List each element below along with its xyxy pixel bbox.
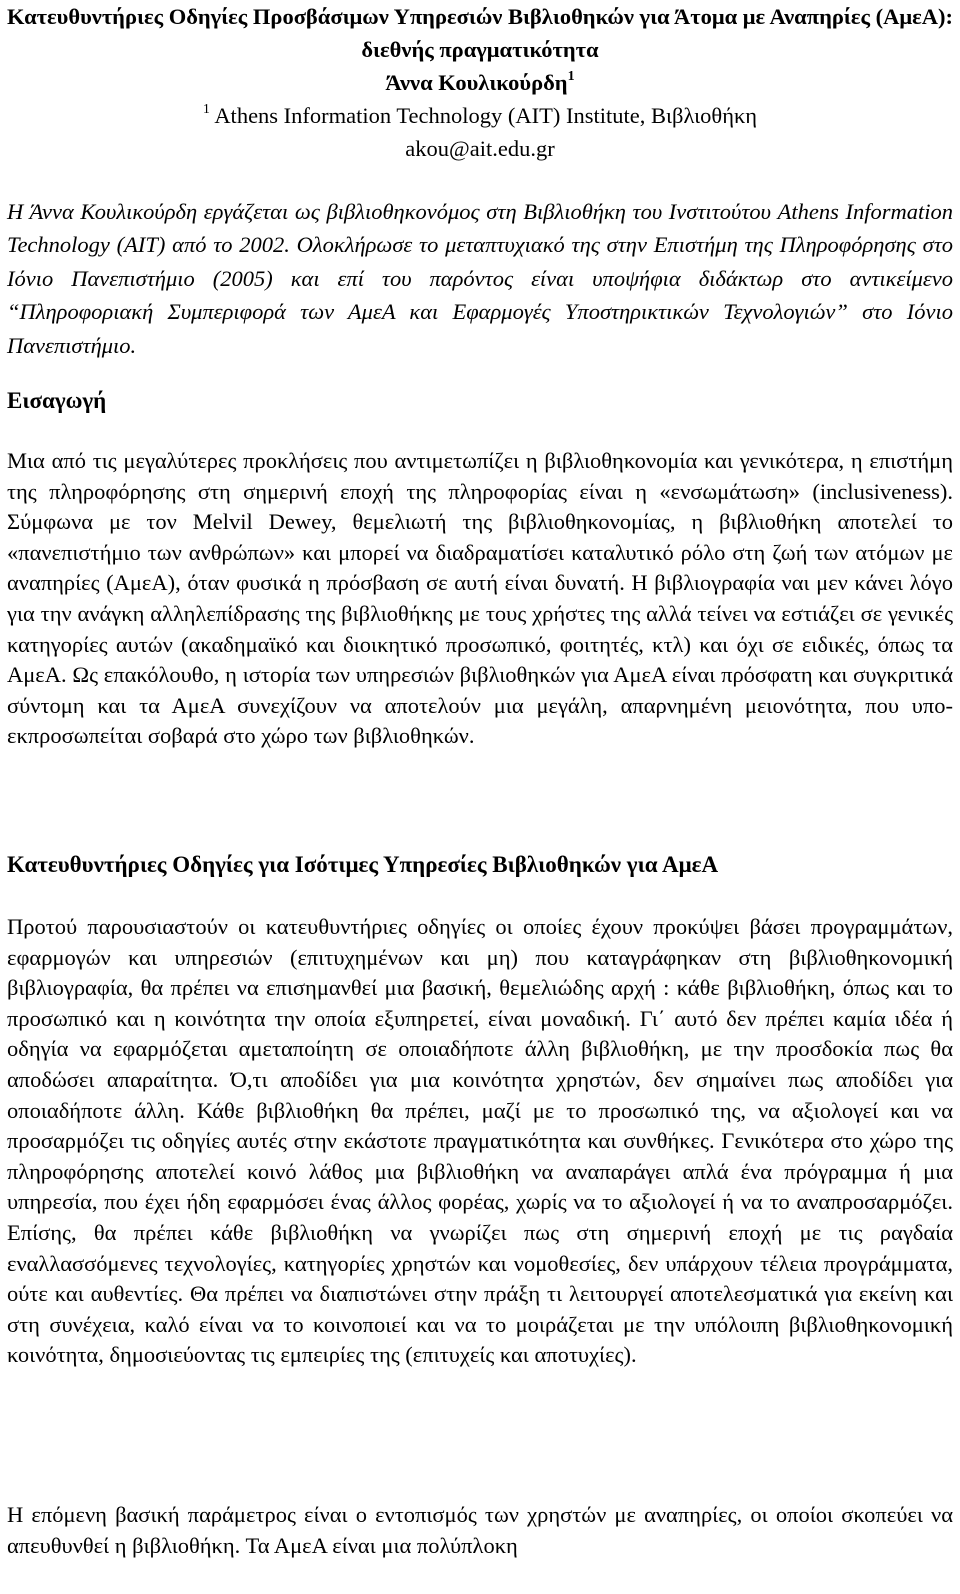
introduction-paragraph: Μια από τις μεγαλύτερες προκλήσεις που αντιμετωπίζει η βιβλιοθηκονομία και γενικότερα, η επιστήμη της πληροφόρησης στη σημερινή εποχή της πληροφορίας είναι η «ενσωμάτωση» (inclusiveness). Σύμφωνα με τον Melvil Dewey, θεμελιωτή της βιβλιοθηκονομίας, η βιβλιοθήκη αποτελεί το «πανεπιστήμιο των ανθρώπων» και μπορεί να διαδραματίσει καταλυτικό ρόλο στη ζωή των ατόμων με αναπηρίες (ΑμεΑ), όταν φυσικά η πρόσβαση σε αυτή είναι δυνατή. Η βιβλιογραφία ναι μεν κάνει λόγο για την ανάγκη αλληλεπίδρασης της βιβλιοθήκης με τους χρήστες της αλλά τείνει να εστιάζει σε γενικές κατηγορίες αυτών (ακαδημαϊκό και διοικητικό προσωπικό, φοιτητές, κτλ) και όχι σε ειδικές, όπως τα ΑμεΑ. Ως επακόλουθο, η ιστορία των υπηρεσιών βιβλιοθηκών για ΑμεΑ είναι πρόσφατη και συγκριτικά σύντομη και τα ΑμεΑ συνεχίζουν να αποτελούν μια μεγάλη, απαρνημένη μειονότητα, που υπο-εκπροσωπείται σοβαρά στο χώρο των βιβλιοθηκών. — [7, 448, 953, 749]
affiliation-text: Athens Information Technology (AIT) Institute, Βιβλιοθήκη — [214, 103, 758, 128]
affiliation-superscript: 1 — [202, 101, 210, 117]
section-heading-guidelines: Κατευθυντήριες Οδηγίες για Ισότιμες Υπηρεσίες Βιβλιοθηκών για ΑμεΑ — [7, 852, 719, 877]
author-name: Άννα Κουλικούρδη — [385, 70, 568, 95]
guidelines-paragraph: Προτού παρουσιαστούν οι κατευθυντήριες οδηγίες οι οποίες έχουν προκύψει βάσει προγραμμάτων, εφαρμογών και υπηρεσιών (επιτυχημένων και μη) που καταγράφηκαν στη βιβλιοθηκονομική βιβλιογραφία, θα πρέπει να επισημανθεί μια βασική, θεμελιώδης αρχή : κάθε βιβλιοθήκη, όπως και το προσωπικό και η κοινότητα την οποία εξυπηρετεί, είναι μοναδική. Γι΄ αυτό δεν πρέπει καμία ιδέα ή οδηγία να εφαρμόζεται αμεταποίητη σε οποιαδήποτε άλλη βιβλιοθήκη, με την προσδοκία πως θα αποδώσει απαραίτητα. Ό,τι αποδίδει για μια κοινότητα χρηστών, δεν σημαίνει πως αποδίδει για οποιαδήποτε άλλη. Κάθε βιβλιοθήκη θα πρέπει, μαζί με το προσωπικό της, να αξιολογεί και να προσαρμόζει τις οδηγίες αυτές στην εκάστοτε πραγματικότητα και συνθήκες. Γενικότερα στο χώρο της πληροφόρησης αποτελεί κοινό λάθος μια βιβλιοθήκη να αναπαράγει απλά ένα πρόγραμμα ή μια υπηρεσία, που έχει ήδη εφαρμόσει ένας άλλος φορέας, χωρίς να το αξιολογεί ή να το αναπροσαρμόζει. Επίσης, θα πρέπει κάθε βιβλιοθήκη να γνωρίζει πως στη σημερινή εποχή με τις ραγδαία εναλλασσόμενες τεχνολογίες, κατηγορίες χρηστών και νομοθεσίες, δεν υπάρχουν τέλεια προγράμματα, ούτε και αυθεντίες. Θα πρέπει να διαπιστώνει στην πράξη τι λειτουργεί αποτελεσματικά για εκείνη και στη συνέχεια, καλό είναι να το κοινοποιεί και να το μοιράζεται με την υπόλοιπη βιβλιοθηκονομική κοινότητα, δημοσιεύοντας τις εμπειρίες της (επιτυχείς και αποτυχίες). — [7, 914, 953, 1368]
section-heading-introduction: Εισαγωγή — [7, 388, 107, 413]
author-superscript: 1 — [567, 68, 575, 84]
author-line — [0, 68, 960, 98]
affiliation-line — [0, 101, 960, 131]
author-email: akou@ait.edu.gr — [405, 136, 555, 161]
author-bio: Η Άννα Κουλικούρδη εργάζεται ως βιβλιοθηκονόμος στη Βιβλιοθήκη του Ινστιτούτου Athens Information Technology (AIT) από το 2002. Ολοκλήρωσε το μεταπτυχιακό της στην Επιστήμη της Πληροφόρησης στο Ιόνιο Πανεπιστήμιο (2005) και επί του παρόντος είναι υποψήφια διδάκτωρ στο αντικείμενο “Πληροφοριακή Συμπεριφορά των ΑμεΑ και Εφαρμογές Υποστηρικτικών Τεχνολογιών” στο Ιόνιο Πανεπιστήμιο. — [7, 199, 953, 358]
paper-title: Κατευθυντήριες Οδηγίες Προσβάσιμων Υπηρεσιών Βιβλιοθηκών για Άτομα με Αναπηρίες (ΑμεΑ): διεθνής πραγματικότητα — [7, 4, 953, 62]
guidelines-paragraph-2: Η επόμενη βασική παράμετρος είναι ο εντοπισμός των χρηστών με αναπηρίες, οι οποίοι σκοπεύει να απευθυνθεί η βιβλιοθήκη. Τα ΑμεΑ είναι μια πολύπλοκη — [7, 1502, 953, 1558]
